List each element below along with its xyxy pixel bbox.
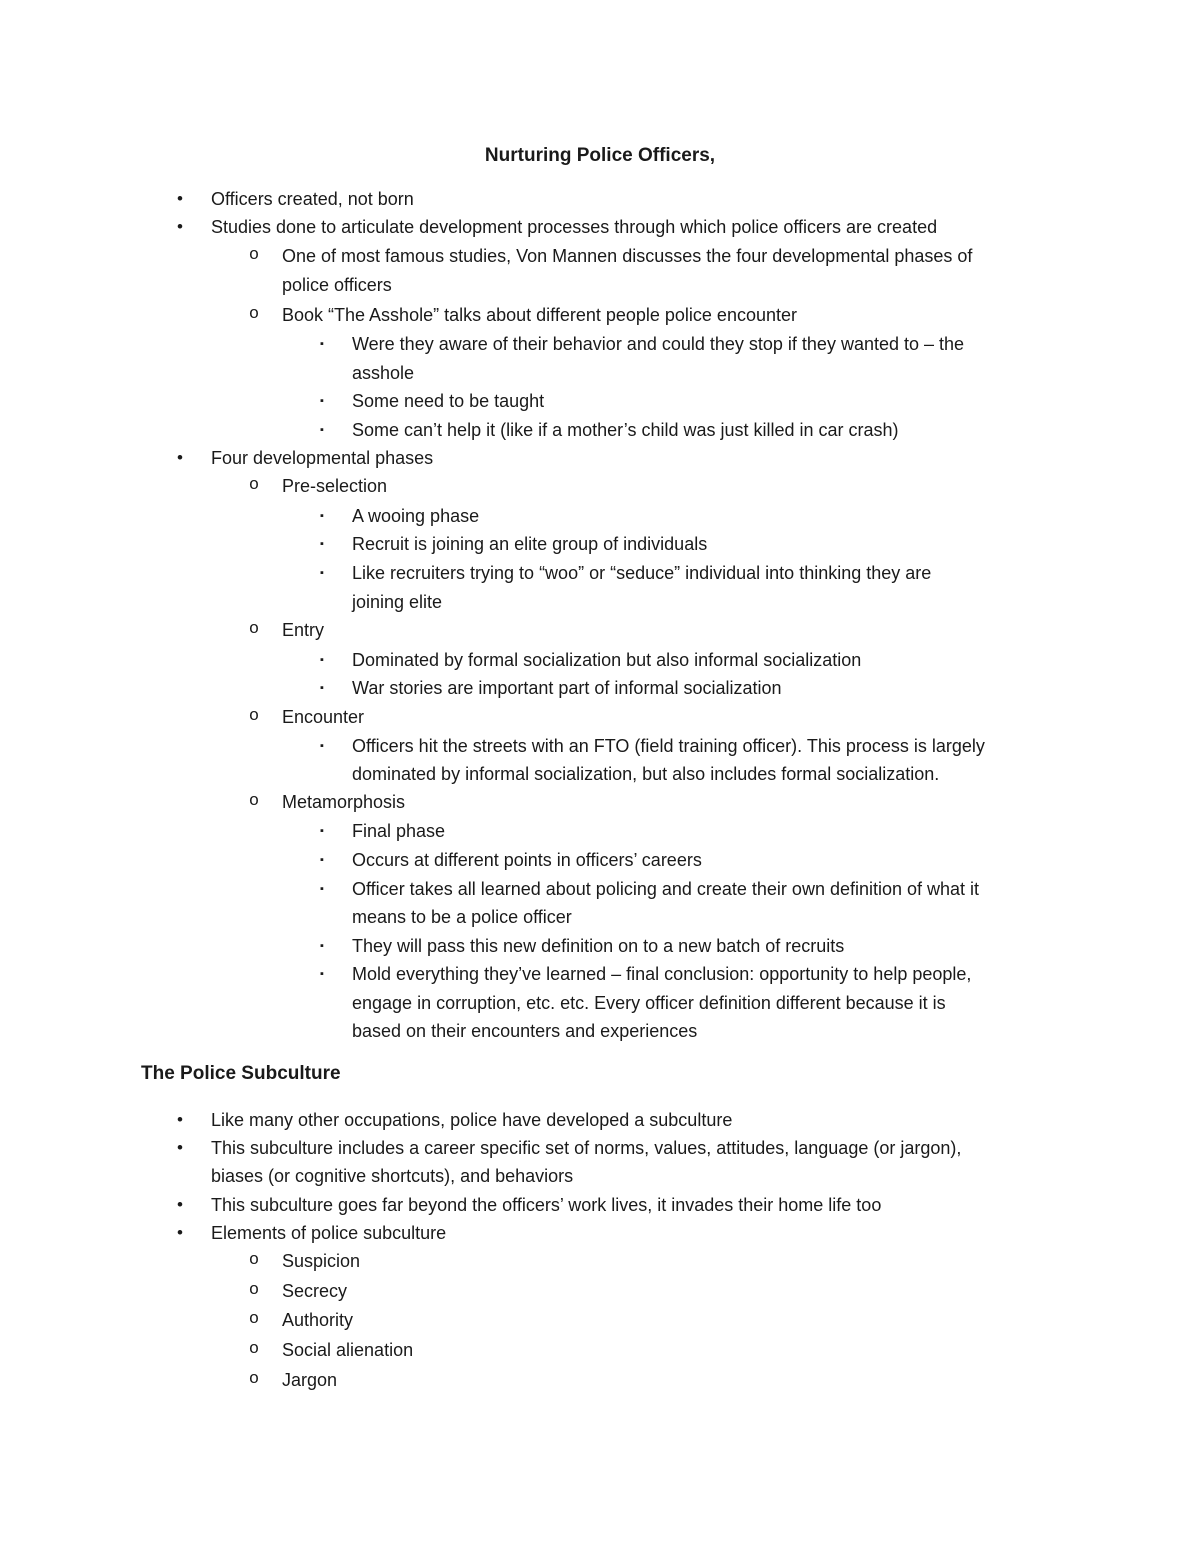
circle-bullet-icon: o (248, 476, 260, 495)
list-item-text: Like many other occupations, police have developed a subculture (211, 1110, 733, 1130)
circle-bullet-icon: o (248, 620, 260, 639)
circle-bullet-icon: o (248, 1281, 260, 1300)
list-item-text: Four developmental phases (211, 448, 434, 468)
square-bullet-icon: ▪ (320, 538, 324, 550)
list-item-text: Pre-selection (282, 476, 388, 496)
square-bullet-icon: ▪ (320, 424, 324, 436)
list-item-text: War stories are important part of informal socialization (352, 678, 782, 698)
bullet-icon: • (177, 1110, 183, 1129)
bullet-icon: • (177, 448, 183, 467)
list-item-text: Were they aware of their behavior and could they stop if they wanted to – the (352, 334, 965, 354)
list-item-continuation: engage in corruption, etc. etc. Every officer definition different because it is (352, 993, 946, 1013)
list-item-text: Elements of police subculture (211, 1223, 447, 1243)
list-item-text: Jargon (282, 1370, 338, 1390)
circle-bullet-icon: o (248, 792, 260, 811)
section-heading: The Police Subculture (141, 1063, 341, 1084)
list-item-text: Secrecy (282, 1281, 348, 1301)
square-bullet-icon: ▪ (320, 682, 324, 694)
list-item-text: Mold everything they’ve learned – final conclusion: opportunity to help people, (352, 964, 972, 984)
list-item-continuation: police officers (282, 275, 392, 295)
list-item-text: Encounter (282, 707, 365, 727)
list-item-continuation: means to be a police officer (352, 907, 572, 927)
circle-bullet-icon: o (248, 246, 260, 265)
page-title: Nurturing Police Officers, (484, 145, 716, 166)
list-item-text: Studies done to articulate development processes through which police officers are created (211, 217, 938, 237)
square-bullet-icon: ▪ (320, 740, 324, 752)
circle-bullet-icon: o (248, 305, 260, 324)
list-item-text: Officers created, not born (211, 189, 414, 209)
list-item-continuation: based on their encounters and experiences (352, 1021, 698, 1041)
list-item-text: One of most famous studies, Von Mannen discusses the four developmental phases of (282, 246, 973, 266)
square-bullet-icon: ▪ (320, 338, 324, 350)
list-item-text: This subculture goes far beyond the officers’ work lives, it invades their home life too (211, 1195, 882, 1215)
square-bullet-icon: ▪ (320, 968, 324, 980)
bullet-icon: • (177, 189, 183, 208)
list-item-text: Book “The Asshole” talks about different people police encounter (282, 305, 797, 325)
list-item-text: Recruit is joining an elite group of individuals (352, 534, 708, 554)
square-bullet-icon: ▪ (320, 567, 324, 579)
list-item-text: Officer takes all learned about policing and create their own definition of what it (352, 879, 980, 899)
list-item-continuation: joining elite (352, 592, 443, 612)
bullet-icon: • (177, 1195, 183, 1214)
list-item-continuation: asshole (352, 363, 415, 383)
bullet-icon: • (177, 1138, 183, 1157)
list-item-text: A wooing phase (352, 506, 480, 526)
bullet-icon: • (177, 1223, 183, 1242)
list-item-continuation: dominated by informal socialization, but also includes formal socialization. (352, 764, 940, 784)
list-item-text: This subculture includes a career specific set of norms, values, attitudes, language (or jargon), (211, 1138, 962, 1158)
list-item-text: Metamorphosis (282, 792, 406, 812)
square-bullet-icon: ▪ (320, 510, 324, 522)
list-item-continuation: biases (or cognitive shortcuts), and behaviors (211, 1166, 574, 1186)
list-item-text: Final phase (352, 821, 446, 841)
list-item-text: Some can’t help it (like if a mother’s child was just killed in car crash) (352, 420, 899, 440)
circle-bullet-icon: o (248, 1251, 260, 1270)
list-item-text: Some need to be taught (352, 391, 545, 411)
list-item-text: Occurs at different points in officers’ careers (352, 850, 702, 870)
circle-bullet-icon: o (248, 1340, 260, 1359)
square-bullet-icon: ▪ (320, 825, 324, 837)
list-item-text: Officers hit the streets with an FTO (field training officer). This process is largely (352, 736, 985, 756)
list-item-text: Authority (282, 1310, 354, 1330)
list-item-text: Suspicion (282, 1251, 361, 1271)
circle-bullet-icon: o (248, 1370, 260, 1389)
square-bullet-icon: ▪ (320, 395, 324, 407)
square-bullet-icon: ▪ (320, 654, 324, 666)
circle-bullet-icon: o (248, 1310, 260, 1329)
square-bullet-icon: ▪ (320, 940, 324, 952)
square-bullet-icon: ▪ (320, 883, 324, 895)
list-item-text: They will pass this new definition on to a new batch of recruits (352, 936, 845, 956)
bullet-icon: • (177, 217, 183, 236)
list-item-text: Like recruiters trying to “woo” or “seduce” individual into thinking they are (352, 563, 932, 583)
list-item-text: Entry (282, 620, 325, 640)
circle-bullet-icon: o (248, 707, 260, 726)
list-item-text: Dominated by formal socialization but also informal socialization (352, 650, 862, 670)
square-bullet-icon: ▪ (320, 854, 324, 866)
list-item-text: Social alienation (282, 1340, 414, 1360)
